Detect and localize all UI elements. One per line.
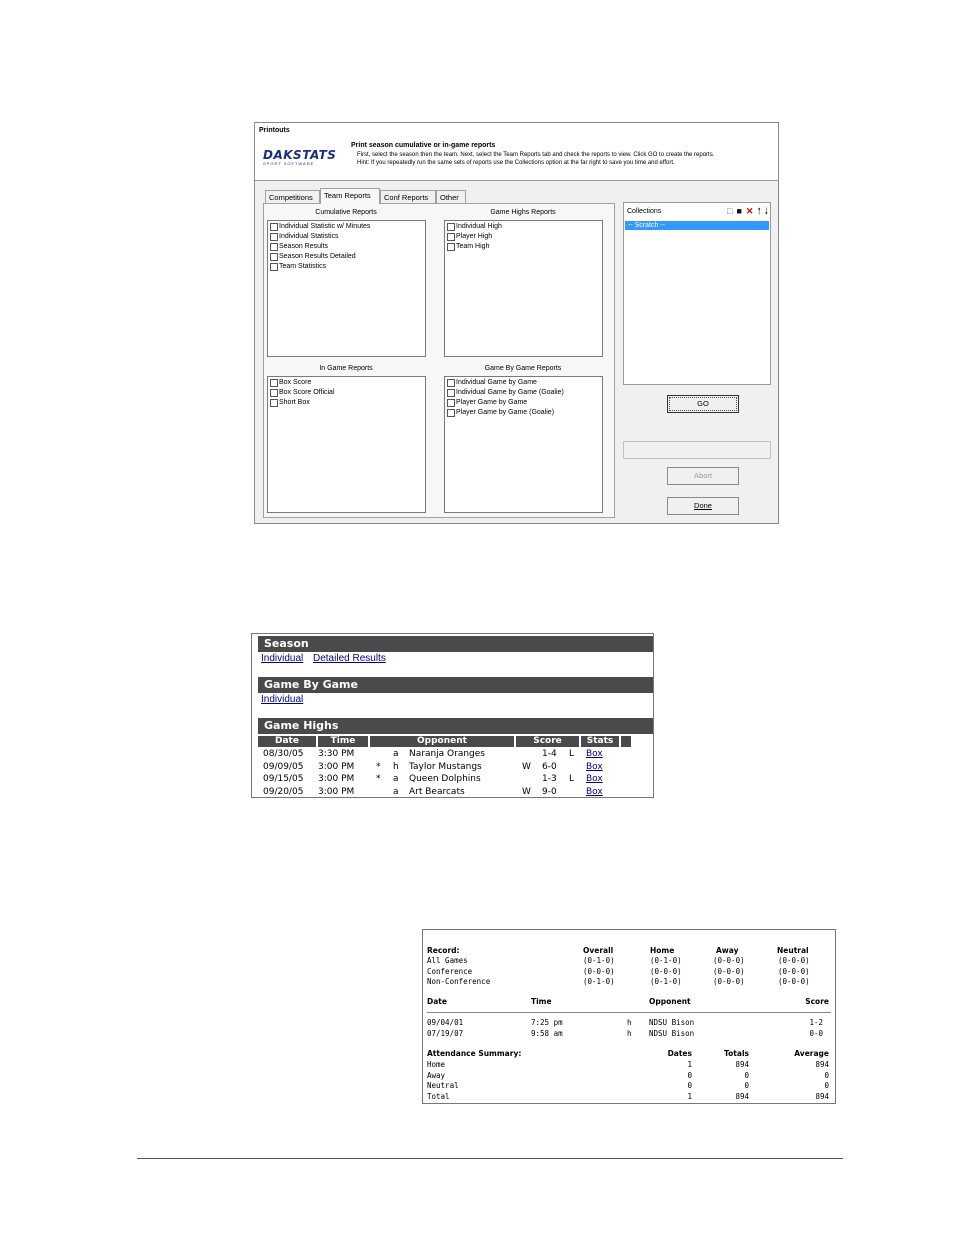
- record-value: (0-0-0): [778, 966, 810, 976]
- report-checkbox[interactable]: Season Results Detailed: [270, 252, 423, 262]
- game-opponent: NDSU Bison: [649, 1028, 695, 1038]
- game-date: 09/04/01: [427, 1018, 464, 1027]
- attendance-value: 894: [815, 1091, 829, 1101]
- attendance-col-dates: Dates: [667, 1049, 692, 1058]
- in-game-reports-title: In Game Reports: [319, 365, 373, 372]
- opponent-cell: Art Bearcats: [409, 786, 465, 797]
- delete-collection-icon[interactable]: ✕: [745, 206, 754, 216]
- attendance-value: 1: [687, 1060, 692, 1069]
- attendance-value: 894: [735, 1091, 749, 1101]
- result-cell: W: [522, 761, 531, 772]
- box-score-link[interactable]: Box: [586, 786, 603, 797]
- record-col-overall: Overall: [583, 946, 614, 955]
- record-value: (0-1-0): [583, 956, 615, 965]
- header-title: Print season cumulative or in-game reports: [351, 142, 496, 149]
- game-highs-row: [252, 786, 653, 798]
- time-cell: 3:30 PM: [318, 749, 355, 759]
- box-score-link[interactable]: Box: [586, 774, 603, 784]
- report-checkbox[interactable]: Player Game by Game: [447, 398, 600, 408]
- progress-bar: [623, 441, 771, 459]
- site-cell: a: [393, 774, 399, 784]
- game-site: h: [627, 1018, 632, 1027]
- attendance-col-totals: Totals: [724, 1049, 749, 1058]
- report-checkbox[interactable]: Box Score: [270, 378, 423, 388]
- new-collection-icon[interactable]: □: [727, 206, 733, 216]
- time-cell: 3:00 PM: [318, 774, 355, 784]
- site-cell: a: [393, 786, 399, 797]
- record-value: (0-1-0): [650, 977, 682, 986]
- record-value: (0-0-0): [713, 956, 745, 965]
- tab-conf-reports[interactable]: Conf Reports: [380, 190, 436, 203]
- attendance-value: 0: [824, 1081, 829, 1090]
- game-time: 7:25 pm: [531, 1018, 563, 1027]
- collection-item-scratch[interactable]: -- Scratch --: [625, 221, 769, 230]
- attendance-value: 0: [687, 1081, 692, 1090]
- report-checkbox[interactable]: Individual Game by Game: [447, 378, 600, 388]
- record-value: (0-1-0): [650, 956, 682, 965]
- dialog-header: [255, 138, 778, 181]
- record-value: (0-0-0): [713, 977, 745, 986]
- game-highs-row: [252, 761, 653, 773]
- report-checkbox[interactable]: Season Results: [270, 242, 423, 252]
- attendance-row-label: Neutral: [427, 1081, 459, 1090]
- attendance-label: Attendance Summary:: [427, 1049, 522, 1058]
- attendance-value: 0: [824, 1070, 829, 1080]
- game-by-game-header: Game By Game: [258, 677, 653, 693]
- game-highs-row: [252, 773, 653, 785]
- opponent-cell: Queen Dolphins: [409, 774, 481, 784]
- report-checkbox[interactable]: Short Box: [270, 398, 423, 408]
- site-cell: h: [393, 761, 399, 772]
- record-row-label: Non-Conference: [427, 977, 491, 986]
- record-value: (0-0-0): [778, 956, 810, 965]
- individual-link[interactable]: Individual: [261, 653, 304, 664]
- record-col-home: Home: [650, 946, 675, 955]
- detailed-results-link[interactable]: Detailed Results: [313, 653, 386, 664]
- record-value: (0-0-0): [778, 977, 810, 986]
- game-by-game-reports-title: Game By Game Reports: [484, 365, 562, 372]
- col-score-header: Score: [516, 736, 579, 747]
- report-checkbox[interactable]: Team High: [447, 242, 600, 252]
- record-label: Record:: [427, 946, 460, 955]
- report-checkbox[interactable]: Individual High: [447, 222, 600, 232]
- divider: [427, 1012, 831, 1013]
- done-button[interactable]: Done: [667, 497, 739, 515]
- site-cell: a: [393, 749, 399, 759]
- attendance-row-label: Total: [427, 1091, 450, 1101]
- report-checkbox[interactable]: Individual Game by Game (Goalie): [447, 388, 600, 398]
- record-col-away: Away: [716, 946, 739, 955]
- move-up-icon[interactable]: 🠑: [757, 206, 761, 216]
- result-cell: L: [569, 774, 575, 784]
- attendance-value: 0: [687, 1070, 692, 1080]
- season-report: [251, 633, 654, 798]
- game-opponent: NDSU Bison: [649, 1018, 695, 1027]
- move-down-icon[interactable]: 🠓: [764, 206, 768, 216]
- collections-list[interactable]: [623, 202, 771, 385]
- report-checkbox[interactable]: Box Score Official: [270, 388, 423, 398]
- attendance-value: 0: [744, 1070, 749, 1080]
- game-score: 1-2: [809, 1018, 823, 1027]
- col-opponent-header: Opponent: [370, 736, 514, 747]
- col-date-header: Date: [258, 736, 316, 747]
- result-cell: W: [522, 786, 531, 797]
- conference-marker: *: [376, 761, 381, 772]
- attendance-col-average: Average: [794, 1049, 829, 1058]
- attendance-value: 894: [735, 1060, 749, 1069]
- header-instructions: First, select the season then the team. Next, select the Team Reports tab and check the reports to view. Click GO to create the reports.: [357, 152, 715, 158]
- attendance-value: 1: [687, 1091, 692, 1101]
- tab-team-reports[interactable]: Team Reports: [320, 188, 380, 204]
- opponent-cell: Naranja Oranges: [409, 749, 485, 759]
- score-cell: 9-0: [542, 786, 557, 797]
- season-header: Season: [258, 636, 653, 652]
- dakstats-logo: DAKSTATS SPORT SOFTWARE: [263, 148, 337, 166]
- abort-button[interactable]: Abort: [667, 467, 739, 485]
- record-value: (0-0-0): [650, 966, 682, 976]
- attendance-row-label: Away: [427, 1070, 446, 1080]
- game-highs-reports-title: Game Highs Reports: [490, 209, 556, 216]
- score-cell: 6-0: [542, 761, 557, 772]
- game-time: 9:58 am: [531, 1028, 563, 1038]
- box-score-link[interactable]: Box: [586, 749, 603, 759]
- record-value: (0-0-0): [713, 966, 745, 976]
- in-game-reports-list: [267, 376, 426, 513]
- attendance-value: 0: [744, 1081, 749, 1090]
- report-checkbox[interactable]: Individual Statistics: [270, 232, 423, 242]
- games-col-score: Score: [805, 997, 829, 1006]
- team-reports-panel: [263, 203, 615, 518]
- record-row-label: Conference: [427, 966, 473, 976]
- cumulative-reports-list: [267, 220, 426, 357]
- col-blank-header: [621, 736, 631, 747]
- dialog-title: Printouts: [255, 123, 778, 139]
- col-time-header: Time: [318, 736, 368, 747]
- collections-label: Collections: [627, 208, 662, 215]
- game-by-game-individual-link[interactable]: Individual: [261, 694, 304, 705]
- record-col-neutral: Neutral: [777, 946, 809, 955]
- cumulative-reports-title: Cumulative Reports: [315, 209, 377, 216]
- games-col-date: Date: [427, 997, 447, 1006]
- score-cell: 1-3: [542, 774, 557, 784]
- record-row-label: All Games: [427, 956, 468, 965]
- record-value: (0-1-0): [583, 977, 615, 986]
- date-cell: 08/30/05: [263, 749, 304, 759]
- report-checkbox[interactable]: Team Statistics: [270, 262, 423, 272]
- header-hint: Hint: If you repeatedly run the same sets of reports use the Collections option at the far right to save you time and effort.: [357, 160, 675, 166]
- game-by-game-reports-list: [444, 376, 603, 513]
- col-stats-header: Stats: [581, 736, 619, 747]
- score-cell: 1-4: [542, 749, 557, 759]
- tab-competitions[interactable]: Competitions: [265, 190, 320, 203]
- games-col-opponent: Opponent: [649, 997, 691, 1006]
- printouts-dialog: [254, 122, 779, 524]
- record-value: (0-0-0): [583, 966, 615, 976]
- record-printout: [422, 929, 836, 1104]
- report-checkbox[interactable]: Individual Statistic w/ Minutes: [270, 222, 423, 232]
- tab-other[interactable]: Other: [436, 190, 466, 203]
- box-score-link[interactable]: Box: [586, 761, 603, 772]
- game-site: h: [627, 1028, 632, 1038]
- game-score: 0-0: [809, 1028, 823, 1038]
- game-highs-header: Game Highs: [258, 718, 653, 734]
- save-collection-icon[interactable]: ■: [736, 206, 742, 216]
- go-button[interactable]: GO: [667, 395, 739, 413]
- report-checkbox[interactable]: Player Game by Game (Goalie): [447, 408, 600, 418]
- game-date: 07/19/07: [427, 1028, 464, 1038]
- footer-rule: [137, 1158, 843, 1159]
- conference-marker: *: [376, 774, 381, 784]
- opponent-cell: Taylor Mustangs: [409, 761, 482, 772]
- collections-toolbar: [727, 206, 768, 216]
- result-cell: L: [569, 749, 575, 759]
- date-cell: 09/20/05: [263, 786, 304, 797]
- time-cell: 3:00 PM: [318, 786, 355, 797]
- report-checkbox[interactable]: Player High: [447, 232, 600, 242]
- date-cell: 09/09/05: [263, 761, 304, 772]
- time-cell: 3:00 PM: [318, 761, 355, 772]
- date-cell: 09/15/05: [263, 774, 304, 784]
- game-highs-row: [252, 748, 653, 760]
- games-col-time: Time: [531, 997, 552, 1006]
- attendance-row-label: Home: [427, 1060, 446, 1069]
- attendance-value: 894: [815, 1060, 829, 1069]
- game-highs-reports-list: [444, 220, 603, 357]
